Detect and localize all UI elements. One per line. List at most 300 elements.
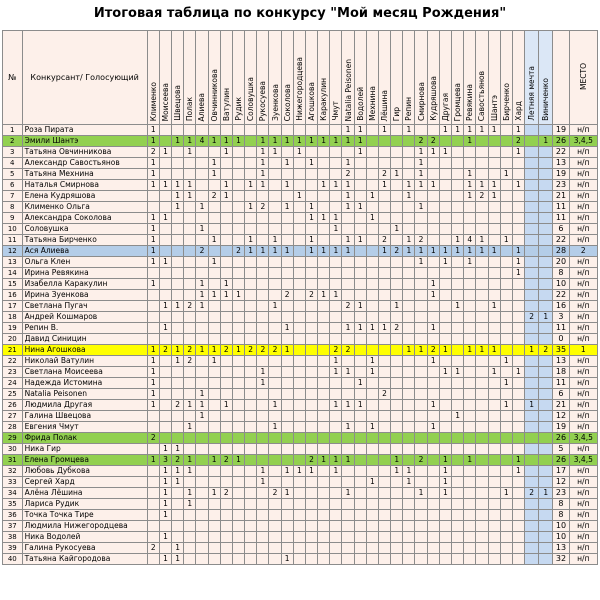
table-row: [3, 191, 598, 202]
vote-cell: [378, 191, 390, 202]
vote-cell: [354, 532, 366, 543]
vote-cell: 2: [427, 136, 439, 147]
total-cell: 3: [553, 312, 569, 323]
vote-cell: [500, 422, 512, 433]
vote-cell: [220, 521, 232, 532]
vote-cell: [305, 543, 317, 554]
vote-cell: [269, 367, 281, 378]
contestant-name: Александра Соколова: [22, 213, 147, 224]
vote-cell: [232, 312, 244, 323]
vote-cell: [391, 411, 403, 422]
vote-cell: [245, 334, 257, 345]
vote-cell: [159, 400, 171, 411]
vote-cell: 2: [184, 301, 196, 312]
vote-cell: 1: [172, 444, 184, 455]
vote-cell: [220, 554, 232, 565]
place-cell: н/п: [569, 224, 597, 235]
voter-name: Смирнова: [416, 81, 426, 121]
vote-cell: [488, 499, 500, 510]
vote-cell: [488, 290, 500, 301]
vote-cell: [500, 389, 512, 400]
vote-cell: [415, 554, 427, 565]
vote-cell: [391, 290, 403, 301]
vote-cell: [366, 400, 378, 411]
vote-cell: [378, 433, 390, 444]
vote-cell: [318, 224, 330, 235]
voter-name: Моисеева: [160, 82, 170, 121]
vote-cell: [525, 521, 539, 532]
vote-cell: [512, 411, 524, 422]
vote-cell: [378, 312, 390, 323]
vote-cell: [245, 257, 257, 268]
vote-cell: [318, 367, 330, 378]
vote-cell: [525, 477, 539, 488]
vote-cell: [318, 323, 330, 334]
vote-cell: [172, 279, 184, 290]
vote-cell: 1: [330, 290, 342, 301]
total-cell: 22: [553, 235, 569, 246]
vote-cell: [318, 477, 330, 488]
vote-cell: [403, 532, 415, 543]
vote-cell: 1: [415, 202, 427, 213]
vote-cell: [539, 158, 553, 169]
vote-cell: 2: [378, 235, 390, 246]
vote-cell: [184, 268, 196, 279]
vote-cell: [342, 257, 354, 268]
table-row: [3, 202, 598, 213]
vote-cell: 1: [403, 180, 415, 191]
vote-cell: [281, 312, 293, 323]
contestant-name: Сергей Хард: [22, 477, 147, 488]
vote-cell: [512, 554, 524, 565]
vote-cell: [184, 235, 196, 246]
vote-cell: [305, 499, 317, 510]
vote-cell: [464, 290, 476, 301]
vote-cell: 1: [208, 488, 220, 499]
vote-cell: [293, 290, 305, 301]
row-number: 38: [3, 532, 23, 543]
vote-cell: [196, 235, 208, 246]
vote-cell: 2: [330, 345, 342, 356]
vote-cell: [208, 400, 220, 411]
voter-name: Агошкова: [307, 82, 317, 121]
vote-cell: 1: [159, 180, 171, 191]
total-cell: 23: [553, 180, 569, 191]
vote-cell: [232, 433, 244, 444]
vote-cell: 1: [208, 290, 220, 301]
vote-cell: [232, 400, 244, 411]
vote-cell: 1: [196, 290, 208, 301]
vote-cell: 2: [269, 488, 281, 499]
vote-cell: [208, 323, 220, 334]
vote-cell: 1: [147, 389, 159, 400]
vote-cell: [452, 191, 464, 202]
vote-cell: [476, 389, 488, 400]
vote-cell: [464, 444, 476, 455]
vote-cell: [281, 411, 293, 422]
vote-cell: [354, 246, 366, 257]
vote-cell: [196, 312, 208, 323]
vote-cell: [452, 180, 464, 191]
vote-cell: [415, 312, 427, 323]
vote-cell: [232, 235, 244, 246]
vote-cell: [512, 444, 524, 455]
vote-cell: [147, 521, 159, 532]
vote-cell: [305, 224, 317, 235]
vote-cell: [159, 290, 171, 301]
voter-name: Репин: [404, 97, 414, 121]
contestant-name: Людмила Нижегородцева: [22, 521, 147, 532]
place-cell: 3,4,5: [569, 136, 597, 147]
vote-cell: 1: [172, 356, 184, 367]
vote-cell: [439, 180, 451, 191]
vote-cell: [220, 213, 232, 224]
vote-cell: [378, 202, 390, 213]
vote-cell: 1: [196, 411, 208, 422]
vote-cell: [245, 191, 257, 202]
vote-cell: [245, 169, 257, 180]
vote-cell: 1: [427, 290, 439, 301]
vote-cell: [452, 158, 464, 169]
table-row: [3, 510, 598, 521]
vote-cell: [293, 367, 305, 378]
table-row: [3, 543, 598, 554]
vote-cell: [330, 521, 342, 532]
vote-cell: [196, 356, 208, 367]
vote-cell: [539, 224, 553, 235]
vote-cell: [452, 323, 464, 334]
vote-cell: [427, 169, 439, 180]
row-number: 14: [3, 268, 23, 279]
vote-cell: 1: [172, 477, 184, 488]
vote-cell: [318, 312, 330, 323]
vote-cell: [391, 268, 403, 279]
contestant-name: Галина Рукосуева: [22, 543, 147, 554]
vote-cell: 2: [415, 136, 427, 147]
contestant-name: Давид Синицин: [22, 334, 147, 345]
header-voter: [245, 31, 257, 125]
vote-cell: [184, 334, 196, 345]
vote-cell: [245, 312, 257, 323]
vote-cell: 1: [488, 301, 500, 312]
contestant-name: Фрида Полак: [22, 433, 147, 444]
vote-cell: [366, 334, 378, 345]
vote-cell: [232, 334, 244, 345]
vote-cell: [184, 543, 196, 554]
vote-cell: [378, 477, 390, 488]
vote-cell: [172, 125, 184, 136]
voter-name: Другая: [440, 92, 450, 121]
vote-cell: [539, 543, 553, 554]
vote-cell: [378, 290, 390, 301]
vote-cell: [427, 301, 439, 312]
vote-cell: 1: [305, 213, 317, 224]
vote-cell: [391, 180, 403, 191]
vote-cell: [293, 433, 305, 444]
vote-cell: [184, 444, 196, 455]
vote-cell: [354, 411, 366, 422]
header-voter: [196, 31, 208, 125]
vote-cell: [257, 257, 269, 268]
vote-cell: 1: [330, 356, 342, 367]
place-cell: н/п: [569, 158, 597, 169]
voter-name: Алиева: [197, 92, 207, 121]
vote-cell: [378, 554, 390, 565]
vote-cell: 1: [415, 158, 427, 169]
vote-cell: 1: [196, 279, 208, 290]
vote-cell: [208, 268, 220, 279]
vote-cell: [427, 235, 439, 246]
vote-cell: [403, 499, 415, 510]
row-number: 11: [3, 235, 23, 246]
vote-cell: [245, 499, 257, 510]
vote-cell: 1: [281, 488, 293, 499]
vote-cell: [354, 290, 366, 301]
vote-cell: [525, 169, 539, 180]
table-row: [3, 290, 598, 301]
vote-cell: [269, 169, 281, 180]
table-row: [3, 345, 598, 356]
vote-cell: 1: [330, 400, 342, 411]
vote-cell: 1: [452, 367, 464, 378]
voter-name: Савостьянов: [477, 70, 487, 121]
row-number: 23: [3, 367, 23, 378]
vote-cell: [488, 136, 500, 147]
vote-cell: [184, 554, 196, 565]
vote-cell: [476, 323, 488, 334]
vote-cell: 1: [220, 191, 232, 202]
vote-cell: [488, 455, 500, 466]
vote-cell: 2: [342, 301, 354, 312]
vote-cell: [245, 224, 257, 235]
vote-cell: [464, 466, 476, 477]
vote-cell: [305, 444, 317, 455]
vote-cell: [512, 312, 524, 323]
voter-name: Клименко: [148, 81, 158, 121]
vote-cell: [488, 312, 500, 323]
vote-cell: [427, 455, 439, 466]
vote-cell: [318, 510, 330, 521]
vote-cell: [525, 554, 539, 565]
vote-cell: [366, 169, 378, 180]
vote-cell: [427, 257, 439, 268]
vote-cell: [427, 477, 439, 488]
vote-cell: [354, 466, 366, 477]
vote-cell: 1: [539, 312, 553, 323]
vote-cell: [342, 554, 354, 565]
vote-cell: [525, 323, 539, 334]
vote-cell: [330, 301, 342, 312]
vote-cell: 1: [452, 235, 464, 246]
vote-cell: 1: [245, 180, 257, 191]
vote-cell: 1: [232, 455, 244, 466]
header-total: [553, 31, 569, 125]
voter-name: Кудряшова: [428, 76, 438, 121]
vote-cell: 2: [159, 345, 171, 356]
vote-cell: [257, 554, 269, 565]
vote-cell: [245, 444, 257, 455]
vote-cell: [196, 521, 208, 532]
total-cell: 6: [553, 389, 569, 400]
vote-cell: [476, 334, 488, 345]
vote-cell: [318, 268, 330, 279]
vote-cell: [427, 268, 439, 279]
vote-cell: 1: [159, 477, 171, 488]
vote-cell: [196, 488, 208, 499]
vote-cell: [281, 334, 293, 345]
vote-cell: [281, 224, 293, 235]
vote-cell: [378, 411, 390, 422]
vote-cell: 1: [378, 323, 390, 334]
vote-cell: [305, 389, 317, 400]
vote-cell: [366, 290, 378, 301]
vote-cell: 1: [305, 235, 317, 246]
vote-cell: [500, 136, 512, 147]
vote-cell: 1: [403, 235, 415, 246]
vote-cell: 1: [257, 378, 269, 389]
vote-cell: [269, 510, 281, 521]
vote-cell: 1: [269, 246, 281, 257]
total-cell: 26: [553, 136, 569, 147]
vote-cell: 1: [159, 444, 171, 455]
total-cell: 28: [553, 246, 569, 257]
vote-cell: 1: [464, 125, 476, 136]
vote-cell: [220, 532, 232, 543]
vote-cell: [245, 268, 257, 279]
vote-cell: [293, 389, 305, 400]
vote-cell: [305, 477, 317, 488]
header-voter: [172, 31, 184, 125]
place-cell: н/п: [569, 422, 597, 433]
vote-cell: [452, 554, 464, 565]
row-number: 17: [3, 301, 23, 312]
header-voter: [512, 31, 524, 125]
vote-cell: [354, 213, 366, 224]
place-cell: н/п: [569, 290, 597, 301]
vote-cell: 1: [464, 455, 476, 466]
vote-cell: [196, 180, 208, 191]
contestant-name: Ася Алиева: [22, 246, 147, 257]
vote-cell: 1: [281, 345, 293, 356]
vote-cell: [539, 400, 553, 411]
vote-cell: 1: [208, 356, 220, 367]
row-number: 8: [3, 202, 23, 213]
vote-cell: [378, 334, 390, 345]
vote-cell: [452, 345, 464, 356]
vote-cell: [232, 444, 244, 455]
vote-cell: 1: [269, 422, 281, 433]
vote-cell: [159, 356, 171, 367]
vote-cell: 1: [366, 477, 378, 488]
voter-name: Швецова: [173, 85, 183, 121]
header-voter: [378, 31, 390, 125]
vote-cell: [415, 334, 427, 345]
vote-cell: [330, 488, 342, 499]
vote-cell: [318, 433, 330, 444]
vote-cell: [232, 554, 244, 565]
vote-cell: 1: [318, 136, 330, 147]
place-cell: н/п: [569, 367, 597, 378]
vote-cell: 1: [439, 257, 451, 268]
vote-cell: [330, 532, 342, 543]
vote-cell: [269, 356, 281, 367]
vote-cell: [342, 543, 354, 554]
vote-cell: [427, 532, 439, 543]
voter-name: Хард: [513, 101, 523, 121]
vote-cell: [318, 444, 330, 455]
vote-cell: [318, 488, 330, 499]
vote-cell: [208, 312, 220, 323]
vote-cell: [378, 367, 390, 378]
vote-cell: [391, 510, 403, 521]
vote-cell: [305, 532, 317, 543]
place-cell: н/п: [569, 543, 597, 554]
vote-cell: 1: [342, 323, 354, 334]
vote-cell: [245, 147, 257, 158]
vote-cell: [305, 312, 317, 323]
vote-cell: [366, 136, 378, 147]
voter-name: Чмут: [331, 101, 341, 121]
vote-cell: [539, 510, 553, 521]
vote-cell: [415, 389, 427, 400]
vote-cell: 1: [147, 180, 159, 191]
vote-cell: 1: [330, 455, 342, 466]
vote-cell: [220, 246, 232, 257]
vote-cell: [354, 444, 366, 455]
vote-cell: [415, 268, 427, 279]
vote-cell: [366, 224, 378, 235]
vote-cell: [500, 125, 512, 136]
vote-cell: [403, 301, 415, 312]
vote-cell: [245, 279, 257, 290]
vote-cell: 1: [488, 180, 500, 191]
vote-cell: [427, 312, 439, 323]
vote-cell: 1: [439, 147, 451, 158]
vote-cell: [488, 147, 500, 158]
vote-cell: 1: [354, 202, 366, 213]
vote-cell: [245, 213, 257, 224]
vote-cell: 1: [293, 136, 305, 147]
vote-cell: [208, 389, 220, 400]
vote-cell: [318, 257, 330, 268]
vote-cell: [257, 400, 269, 411]
total-cell: 0: [553, 334, 569, 345]
vote-cell: 1: [220, 400, 232, 411]
place-cell: н/п: [569, 191, 597, 202]
vote-cell: [330, 334, 342, 345]
vote-cell: [318, 125, 330, 136]
vote-cell: 1: [403, 345, 415, 356]
vote-cell: [476, 510, 488, 521]
vote-cell: [232, 323, 244, 334]
vote-cell: [354, 554, 366, 565]
vote-cell: 1: [525, 400, 539, 411]
total-cell: 23: [553, 488, 569, 499]
vote-cell: [220, 510, 232, 521]
vote-cell: 2: [378, 389, 390, 400]
vote-cell: [500, 147, 512, 158]
vote-cell: [245, 543, 257, 554]
vote-cell: [378, 279, 390, 290]
vote-cell: [476, 400, 488, 411]
header-voter: [220, 31, 232, 125]
vote-cell: [305, 257, 317, 268]
vote-cell: [208, 444, 220, 455]
table-row: [3, 378, 598, 389]
vote-cell: [415, 433, 427, 444]
vote-cell: [403, 290, 415, 301]
vote-cell: 1: [439, 345, 451, 356]
